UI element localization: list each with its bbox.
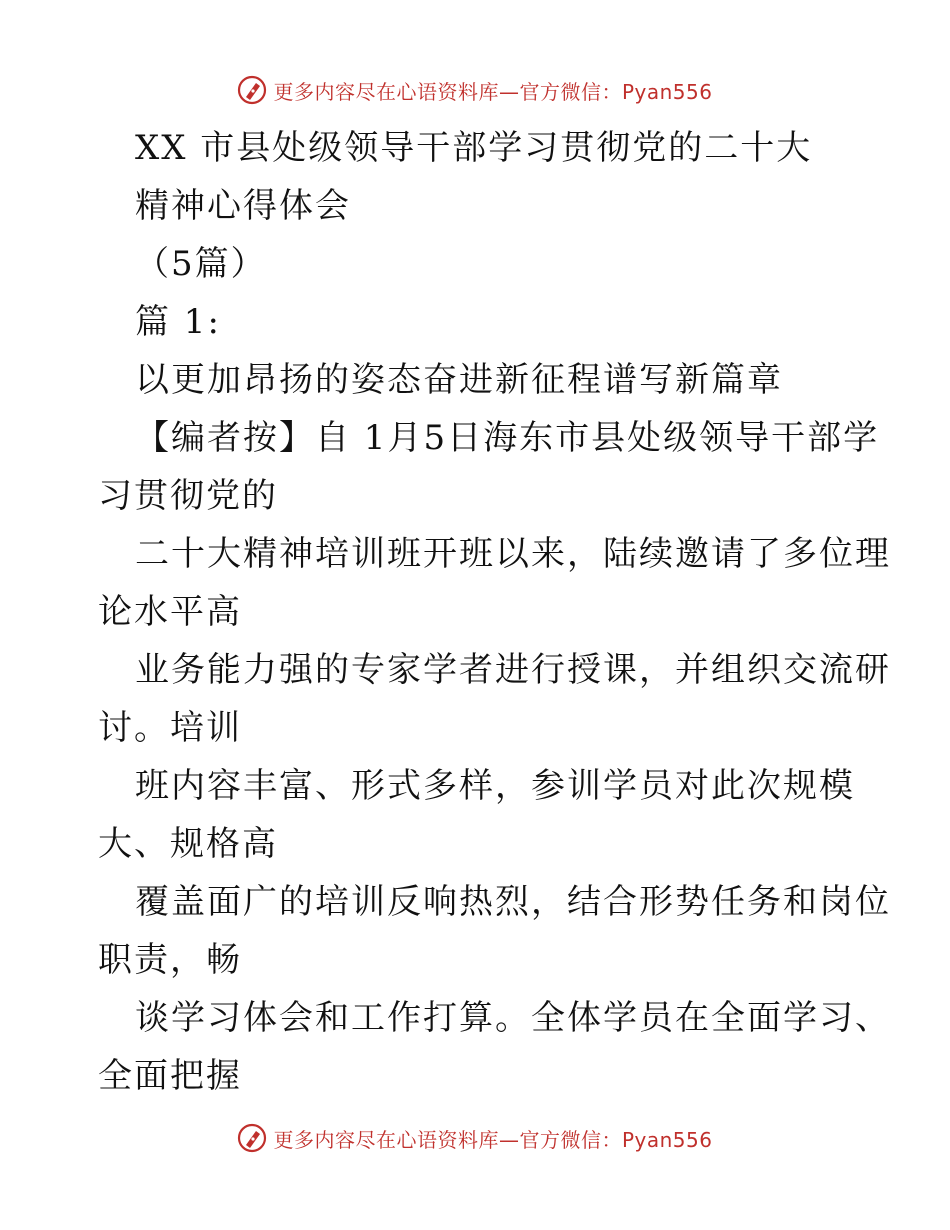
paragraph-line: 职责，畅 xyxy=(98,940,242,980)
paragraph-line: 班内容丰富、形式多样，参训学员对此次规模 xyxy=(135,766,855,806)
paragraph-line: 大、规格高 xyxy=(98,824,278,864)
paragraph-line: 二十大精神培训班开班以来，陆续邀请了多位理 xyxy=(135,534,891,574)
banner-text: 更多内容尽在心语资料库—官方微信：Pyan556 xyxy=(273,79,713,104)
pen-nib-logo-icon xyxy=(237,75,267,105)
header-banner xyxy=(0,70,950,110)
paragraph-line: 全面把握 xyxy=(98,1056,242,1096)
banner-text: 更多内容尽在心语资料库—官方微信：Pyan556 xyxy=(273,1127,713,1152)
paragraph-line: 覆盖面广的培训反响热烈，结合形势任务和岗位 xyxy=(135,882,891,922)
paragraph-line: 【编者按】自 1月5日海东市县处级领导干部学 xyxy=(135,418,880,458)
paragraph-line: 习贯彻党的 xyxy=(98,476,278,516)
section-label: 篇 1: xyxy=(135,302,221,342)
title-line-2: 精神心得体会 xyxy=(135,186,351,226)
paragraph-line: 讨。培训 xyxy=(98,708,242,748)
title-line-1: XX 市县处级领导干部学习贯彻党的二十大 xyxy=(135,128,813,168)
pen-nib-logo-icon xyxy=(237,1123,267,1153)
article-count: （5篇） xyxy=(135,244,267,284)
section-title: 以更加昂扬的姿态奋进新征程谱写新篇章 xyxy=(135,360,783,400)
footer-banner xyxy=(0,1118,950,1158)
paragraph-line: 业务能力强的专家学者进行授课，并组织交流研 xyxy=(135,650,891,690)
paragraph-line: 谈学习体会和工作打算。全体学员在全面学习、 xyxy=(135,998,891,1038)
paragraph-line: 论水平高 xyxy=(98,592,242,632)
